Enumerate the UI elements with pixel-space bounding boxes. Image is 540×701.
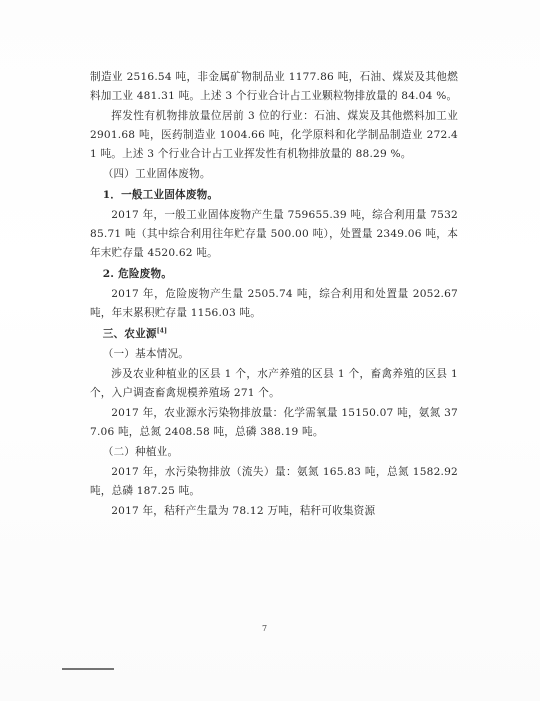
paragraph-straw: 2017 年，秸秆产生量为 78.12 万吨，秸秆可收集资源 [111,505,376,517]
page-number: 7 [262,624,268,633]
paragraph-general-solid-waste: 2017 年，一般工业固体废物产生量 759655.39 吨，综合利用量 753285.71 吨（其中综合利用往年贮存量 500.00 吨），处置量 2349.06 吨，本年末贮存量 4520.62 吨。 [90,209,458,259]
section-heading-solid-waste: （四）工业固体废物。 [102,168,211,180]
paragraph-voc-industries: 挥发性有机物排放量位居前 3 位的行业：石油、煤炭及其他燃料加工业 2901.68 吨，医药制造业 1004.66 吨，化学原料和化学制品制造业 272.41 吨。上述 3 个行业合计占工业挥发性有机物排放量的 88.29 %。 [90,110,458,160]
scan-edge-mark [62,668,114,670]
paragraph-hazardous-waste: 2017 年，危险废物产生量 2505.74 吨，综合利用和处置量 2052.67 吨，年末累积贮存量 1156.03 吨。 [90,288,458,319]
paragraph-planting-pollutants: 2017 年，水污染物排放（流失）量：氨氮 165.83 吨，总氮 1582.92 吨，总磷 187.25 吨。 [90,466,458,497]
section-heading-planting: （二）种植业。 [102,446,179,458]
paragraph-agri-water-pollutants: 2017 年，农业源水污染物排放量：化学需氧量 15150.07 吨，氨氮 377.06 吨，总氮 2408.58 吨，总磷 388.19 吨。 [90,407,458,438]
section-heading-agriculture [90,325,458,344]
footnote-reference: [4] [156,327,168,335]
section-heading-basic-situation: （一）基本情况。 [102,348,190,360]
subheading-hazardous-waste: 2. 危险废物。 [102,268,173,280]
paragraph-districts: 涉及农业种植业的区县 1 个，水产养殖的区县 1 个，畜禽养殖的区县 1 个，入户调查畜禽规模养殖场 271 个。 [90,368,458,399]
document-body [90,68,458,522]
section-heading-agriculture-text: 三、农业源 [102,328,157,340]
paragraph-particulate-continued: 制造业 2516.54 吨，非金属矿物制品业 1177.86 吨，石油、煤炭及其他燃料加工业 481.31 吨。上述 3 个行业合计占工业颗粒物排放量的 84.04 %。 [90,71,458,102]
subheading-general-solid-waste: 1．一般工业固体废物。 [102,189,219,201]
